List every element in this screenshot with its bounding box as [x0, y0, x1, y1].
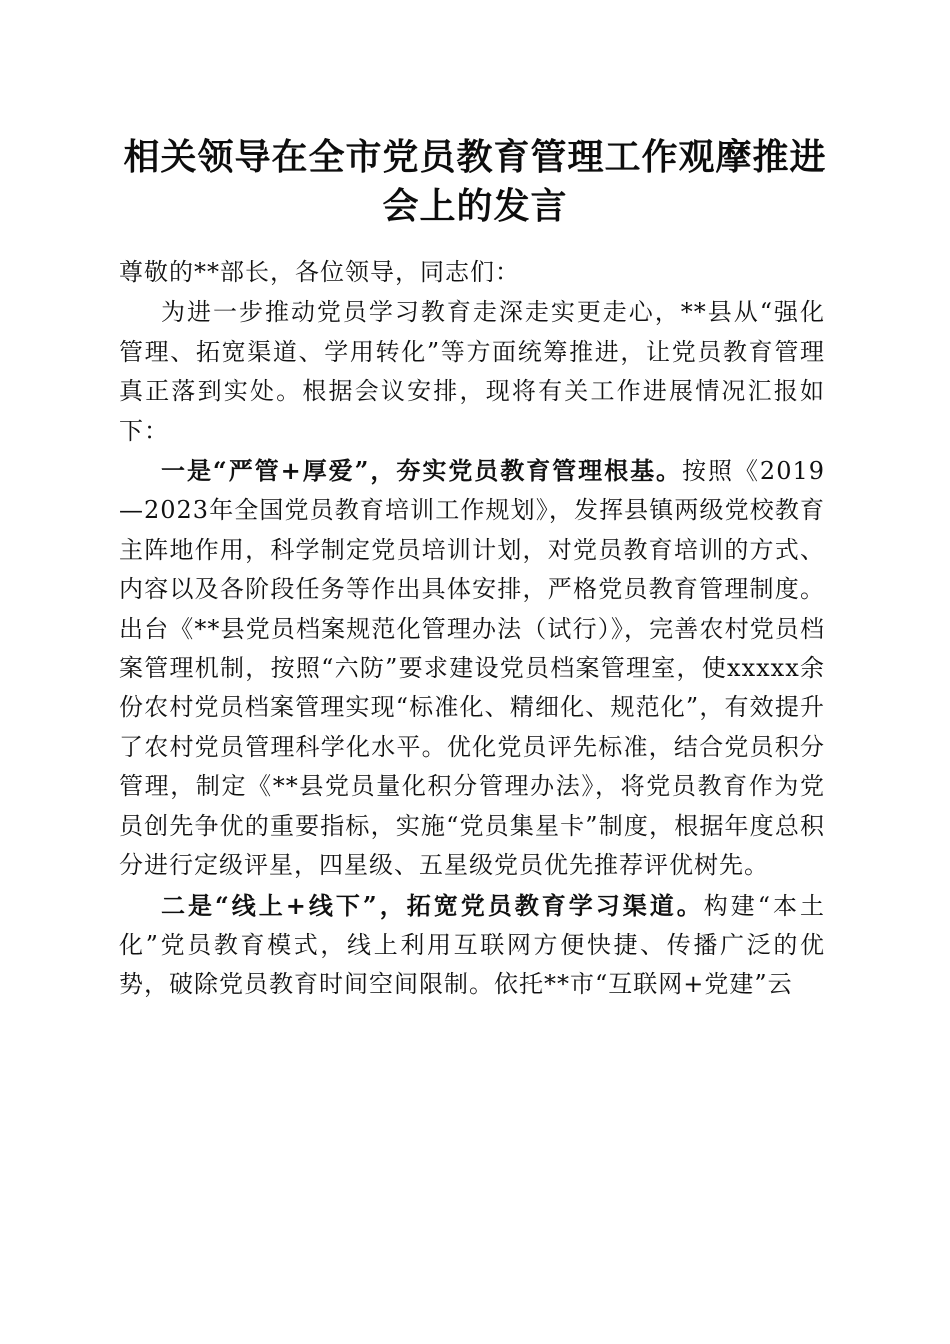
document-body: [119, 253, 825, 1005]
paragraph-point-two: [119, 886, 825, 1005]
paragraph-point-one: [119, 451, 825, 885]
paragraph-point-one-text: 按照《2019—2023年全国党员教育培训工作规划》，发挥县镇两级党校教育主阵地作用，科学制定党员培训计划，对党员教育培训的方式、内容以及各阶段任务等作出具体安排，严格党员教育管理制度。出台《**县党员档案规范化管理办法（试行）》，完善农村党员档案管理机制，按照“六防”要求建设党员档案管理室，使xxxxx余份农村党员档案管理实现“标准化、精细化、规范化”，有效提升了农村党员管理科学化水平。优化党员评先标准，结合党员积分管理，制定《**县党员量化积分管理办法》，将党员教育作为党员创先争优的重要指标，实施“党员集星卡”制度，根据年度总积分进行定级评星，四星级、五星级党员优先推荐评优树先。: [119, 457, 826, 880]
paragraph-point-two-lead: 二是“线上+线下”，拓宽党员教育学习渠道。: [161, 890, 704, 920]
paragraph-intro: [119, 292, 825, 451]
paragraph-point-one-lead: 一是“严管+厚爱”，夯实党员教育管理根基。: [161, 456, 683, 486]
paragraph-point-two-text: 构建“本土化”党员教育模式，线上利用互联网方便快捷、传播广泛的优势，破除党员教育时间空间限制。依托**市“互联网+党建”云: [119, 891, 825, 999]
document-title: 相关领导在全市党员教育管理工作观摩推进会上的发言: [123, 136, 827, 227]
salutation: 尊敬的**部长，各位领导，同志们：: [119, 258, 520, 286]
paragraph-intro-text: 为进一步推动党员学习教育走深走实更走心，**县从“强化管理、拓宽渠道、学用转化”等方面统筹推进，让党员教育管理真正落到实处。根据会议安排，现将有关工作进展情况汇报如下：: [119, 298, 825, 445]
